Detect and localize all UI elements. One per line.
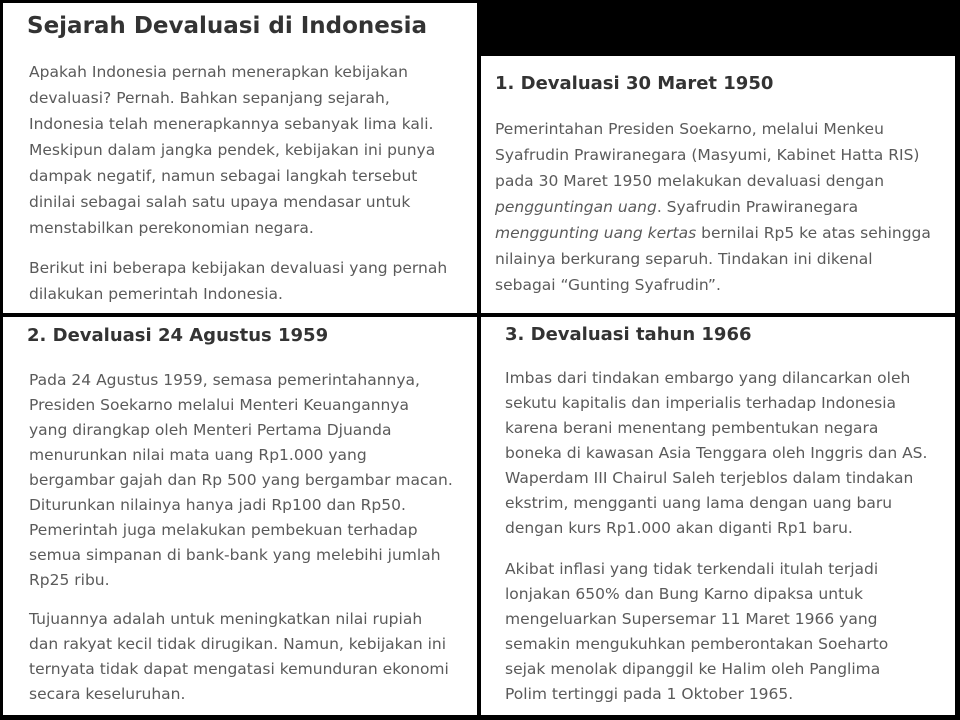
section-3-p2-line-6: Polim tertinggi pada 1 Oktober 1965. bbox=[505, 685, 794, 703]
section-2-p2-line-4: secara keseluruhan. bbox=[29, 685, 186, 703]
section-1-line-1: Pemerintahan Presiden Soekarno, melalui Menkeu bbox=[495, 120, 884, 138]
section-3-p2-line-1: Akibat inflasi yang tidak terkendali itulah terjadi bbox=[505, 560, 879, 578]
section-2-p2-line-2: dan rakyat kecil tidak dirugikan. Namun, kebijakan ini bbox=[29, 635, 447, 653]
section-1-line-5-rest: bernilai Rp5 ke atas sehingga bbox=[696, 224, 931, 242]
intro-p1-line-6: dinilai sebagai salah satu upaya mendasar untuk bbox=[29, 193, 411, 211]
section-3-p1-line-3: karena berani menentang pembentukan negara bbox=[505, 419, 879, 437]
section-3-p1-line-7: dengan kurs Rp1.000 akan diganti Rp1 baru. bbox=[505, 519, 853, 537]
section-1-panel bbox=[481, 56, 955, 313]
section-2-p1-line-5: bergambar gajah dan Rp 500 yang bergambar macan. bbox=[29, 471, 453, 489]
section-1-line-7: sebagai “Gunting Syafrudin”. bbox=[495, 276, 721, 294]
section-2-panel bbox=[3, 317, 477, 715]
section-1-line-5 bbox=[495, 224, 931, 242]
section-3-p1-line-6: ekstrim, mengganti uang lama dengan uang baru bbox=[505, 494, 893, 512]
section-3-title: 3. Devaluasi tahun 1966 bbox=[505, 324, 752, 345]
section-1-line-2: Syafrudin Prawiranegara (Masyumi, Kabinet Hatta RIS) bbox=[495, 146, 920, 164]
intro-p1-line-2: devaluasi? Pernah. Bahkan sepanjang sejarah, bbox=[29, 89, 390, 107]
section-1-emphasis-2: menggunting uang kertas bbox=[495, 224, 697, 242]
section-3-p1-line-1: Imbas dari tindakan embargo yang dilancarkan oleh bbox=[505, 369, 911, 387]
section-2-p1-line-7: Pemerintah juga melakukan pembekuan terhadap bbox=[29, 521, 418, 539]
page-title: Sejarah Devaluasi di Indonesia bbox=[27, 13, 427, 39]
section-3-p2-line-3: mengeluarkan Supersemar 11 Maret 1966 yang bbox=[505, 610, 878, 628]
section-2-p1-line-2: Presiden Soekarno melalui Menteri Keuangannya bbox=[29, 396, 410, 414]
intro-panel bbox=[3, 3, 477, 313]
section-3-p1-line-2: sekutu kapitalis dan imperialis terhadap Indonesia bbox=[505, 394, 897, 412]
section-3-p1-line-4: boneka di kawasan Asia Tenggara oleh Inggris dan AS. bbox=[505, 444, 928, 462]
section-2-p1-line-1: Pada 24 Agustus 1959, semasa pemerintahannya, bbox=[29, 371, 420, 389]
intro-p1-line-5: dampak negatif, namun sebagai langkah tersebut bbox=[29, 167, 418, 185]
section-2-title: 2. Devaluasi 24 Agustus 1959 bbox=[27, 325, 329, 346]
section-3-p2-line-4: semakin mengukuhkan pemberontakan Soeharto bbox=[505, 635, 889, 653]
section-3-panel bbox=[481, 317, 955, 715]
intro-p1-line-3: Indonesia telah menerapkannya sebanyak lima kali. bbox=[29, 115, 434, 133]
intro-p1-line-1: Apakah Indonesia pernah menerapkan kebijakan bbox=[29, 63, 408, 81]
section-2-p1-line-3: yang dirangkap oleh Menteri Pertama Djuanda bbox=[29, 421, 392, 439]
section-2-p2-line-3: ternyata tidak dapat mengatasi kemunduran ekonomi bbox=[29, 660, 449, 678]
section-2-p1-line-4: menurunkan nilai mata uang Rp1.000 yang bbox=[29, 446, 367, 464]
intro-p2-line-1: Berikut ini beberapa kebijakan devaluasi yang pernah bbox=[29, 259, 448, 277]
section-3-p2-line-5: sejak menolak dipanggil ke Halim oleh Panglima bbox=[505, 660, 881, 678]
section-1-line-3: pada 30 Maret 1950 melakukan devaluasi dengan bbox=[495, 172, 885, 190]
section-1-line-4 bbox=[495, 198, 858, 216]
intro-p2-line-2: dilakukan pemerintah Indonesia. bbox=[29, 285, 283, 303]
section-1-line-4-rest: . Syafrudin Prawiranegara bbox=[656, 198, 859, 216]
intro-p1-line-4: Meskipun dalam jangka pendek, kebijakan ini punya bbox=[29, 141, 436, 159]
section-1-line-6: nilainya berkurang separuh. Tindakan ini dikenal bbox=[495, 250, 873, 268]
section-2-p1-line-9: Rp25 ribu. bbox=[29, 571, 110, 589]
intro-p1-line-7: menstabilkan perekonomian negara. bbox=[29, 219, 314, 237]
section-2-p1-line-8: semua simpanan di bank-bank yang melebihi jumlah bbox=[29, 546, 441, 564]
section-2-p1-line-6: Diturunkan nilainya hanya jadi Rp100 dan Rp50. bbox=[29, 496, 406, 514]
section-3-p1-line-5: Waperdam III Chairul Saleh terjeblos dalam tindakan bbox=[505, 469, 914, 487]
section-2-p2-line-1: Tujuannya adalah untuk meningkatkan nilai rupiah bbox=[29, 610, 423, 628]
section-3-p2-line-2: lonjakan 650% dan Bung Karno dipaksa untuk bbox=[505, 585, 863, 603]
section-1-title: 1. Devaluasi 30 Maret 1950 bbox=[495, 73, 774, 94]
section-1-emphasis-1: pengguntingan uang bbox=[495, 198, 657, 216]
